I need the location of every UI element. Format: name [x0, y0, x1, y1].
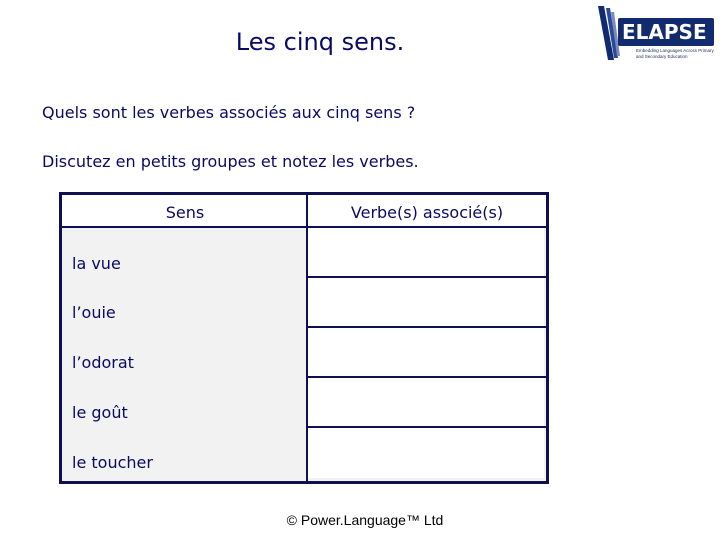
- verb-cell-1[interactable]: [308, 228, 544, 276]
- verb-cell-3[interactable]: [308, 328, 544, 376]
- logo-tagline: Embedding Languages Across Primary and Secondary Education: [636, 48, 714, 59]
- copyright-footer: © Power.Language™ Ltd: [286, 512, 444, 528]
- elapse-logo: [596, 2, 718, 64]
- verb-cell-5[interactable]: [308, 428, 544, 478]
- row-divider: [306, 326, 546, 328]
- row-divider: [306, 426, 546, 428]
- instruction-2: Discutez en petits groupes et notez les verbes.: [42, 152, 419, 171]
- instruction-1: Quels sont les verbes associés aux cinq sens ?: [42, 103, 416, 122]
- header-sens: Sens: [165, 203, 205, 222]
- header-verbes: Verbe(s) associé(s): [350, 203, 504, 222]
- verb-cell-4[interactable]: [308, 378, 544, 426]
- sense-label: la vue: [72, 254, 121, 273]
- verb-cell-2[interactable]: [308, 278, 544, 326]
- row-divider: [306, 376, 546, 378]
- senses-table: [59, 192, 549, 484]
- header-divider: [62, 226, 546, 228]
- column-divider: [306, 195, 308, 481]
- sense-label: le toucher: [72, 453, 153, 472]
- row-divider: [306, 276, 546, 278]
- logo-word: ELAPSE: [622, 20, 707, 44]
- page-title: Les cinq sens.: [235, 28, 405, 56]
- sense-label: l’ouie: [72, 303, 116, 322]
- sense-label: l’odorat: [72, 353, 134, 372]
- sense-label: le goût: [72, 403, 128, 422]
